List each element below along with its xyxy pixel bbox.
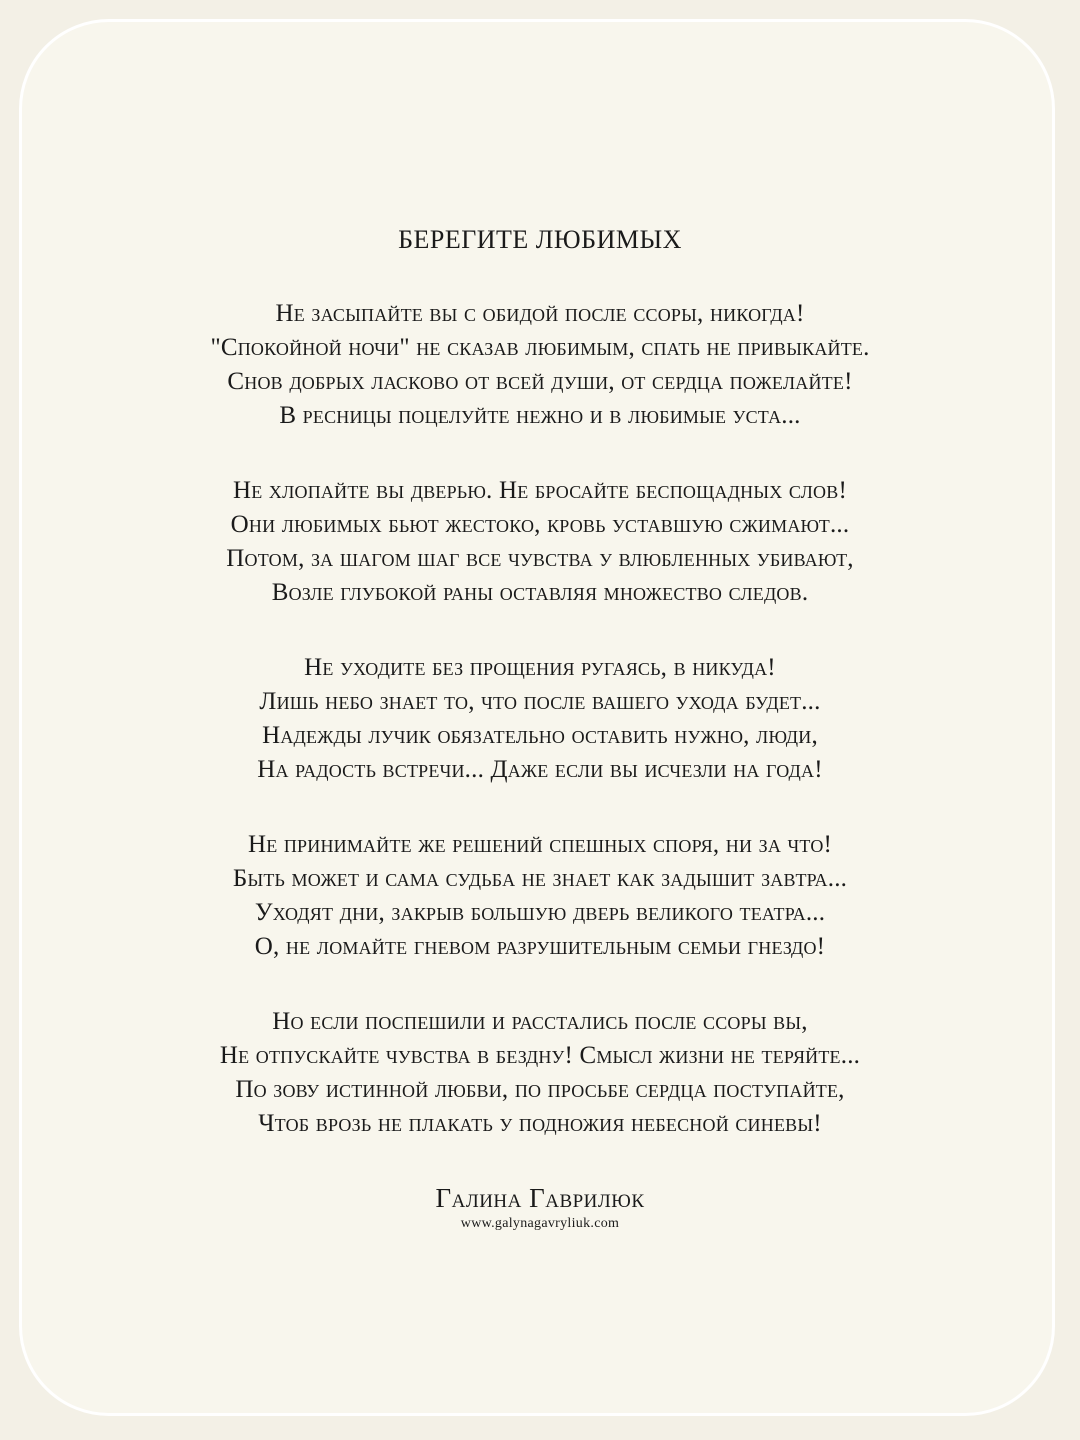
poem-line: В ресницы поцелуйте нежно и в любимые уста... [279,402,801,429]
stanza-3 [0,651,1080,787]
author-name: Галина Гаврилюк [435,1183,645,1213]
poem-line: Они любимых бьют жестоко, кровь уставшую сжимают... [230,511,850,538]
poem-line: Не засыпайте вы с обидой после ссоры, никогда! [275,300,805,327]
poem-line: Уходят дни, закрыв большую дверь великого театра... [254,899,826,926]
poem-line: На радость встречи... Даже если вы исчезли на года! [257,756,823,783]
poem-line: Не отпускайте чувства в бездну! Смысл жизни не теряйте... [219,1042,861,1069]
poem-line: Не принимайте же решений спешных споря, ни за что! [247,831,833,858]
poem-line: Лишь небо знает то, что после вашего ухода будет... [259,688,821,715]
poem-line: Но если поспешили и расстались после ссоры вы, [272,1008,808,1035]
stanza-1 [0,297,1080,433]
poem-line: О, не ломайте гневом разрушительным семьи гнездо! [254,933,826,960]
poem-line: Потом, за шагом шаг все чувства у влюбленных убивают, [226,545,854,572]
stanza-4 [0,828,1080,964]
stanza-5 [0,1005,1080,1141]
poem-line: Снов добрых ласково от всей души, от сердца пожелайте! [227,368,853,395]
poem-line: По зову истинной любви, по просьбе сердца поступайте, [235,1076,845,1103]
poem-line: Надежды лучик обязательно оставить нужно, люди, [262,722,818,749]
poem-title: БЕРЕГИТЕ ЛЮБИМЫХ [398,225,682,254]
poem-line: Не хлопайте вы дверью. Не бросайте беспощадных слов! [233,477,847,504]
poem-line: Быть может и сама судьба не знает как задышит завтра... [232,865,848,892]
poem-line: Не уходите без прощения ругаясь, в никуда! [304,654,776,681]
poem-line: Чтоб врозь не плакать у подножия небесной синевы! [258,1110,822,1137]
stanza-2 [0,474,1080,610]
poem-line: "Спокойной ночи" не сказав любимым, спать не привыкайте. [210,334,870,361]
author-website: www.galynagavryliuk.com [460,1216,620,1231]
poem-line: Возле глубокой раны оставляя множество следов. [271,579,809,606]
